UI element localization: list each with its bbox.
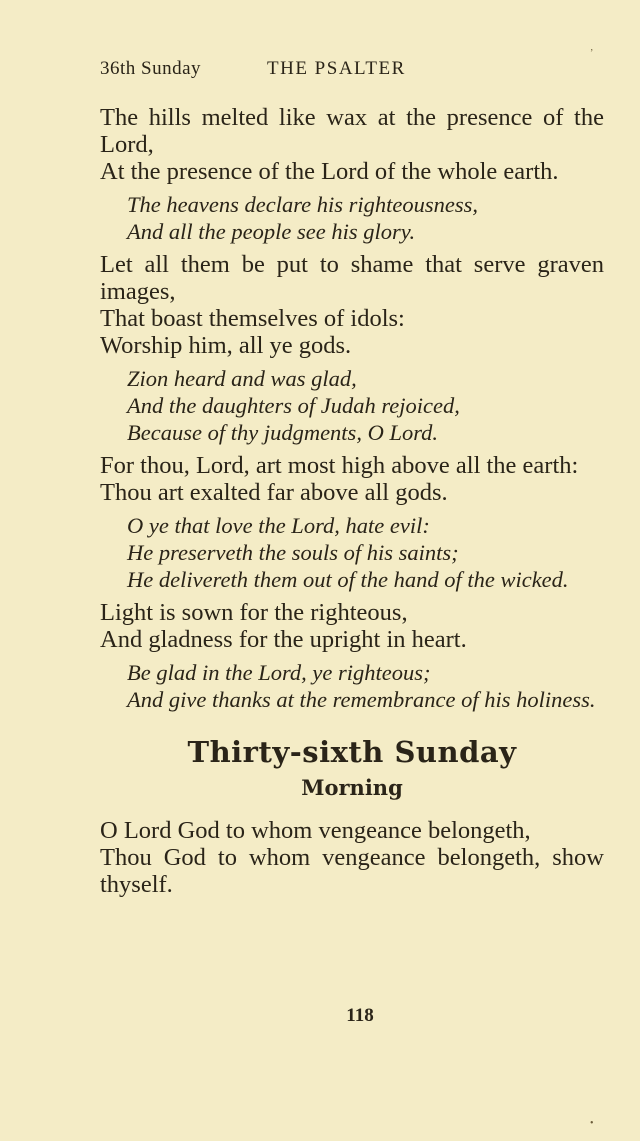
response-line: And give thanks at the remembrance of his holiness. [127,687,596,712]
section-title: Thirty-sixth Sunday [187,735,517,769]
verse-line: And gladness for the upright in heart. [100,626,467,653]
verse-line: For thou, Lord, art most high above all the earth: [100,452,579,479]
running-header [100,58,600,88]
verse-line: Light is sown for the righteous, [100,599,408,626]
page-number: 118 [346,1005,374,1026]
verse-line: Thou art exalted far above all gods. [100,479,448,506]
section-subtitle: Morning [301,775,403,800]
psalm-body [100,104,604,898]
response-line: And the daughters of Judah rejoiced, [127,393,460,418]
response-line: Because of thy judgments, O Lord. [127,420,439,445]
response-line: He delivereth them out of the hand of the wicked. [127,567,569,592]
response-line: He preserveth the souls of his saints; [127,540,459,565]
verse-line: The hills melted like wax at the presence of the Lord, [100,104,604,158]
response-line: O ye that love the Lord, hate evil: [127,513,430,538]
response-line: Zion heard and was glad, [127,366,357,391]
running-head-left: 36th Sunday [100,58,202,79]
verse-line: Let all them be put to shame that serve graven images, [100,251,604,305]
response-line: The heavens declare his righteousness, [127,192,478,217]
verse-line: O Lord God to whom vengeance belongeth, [100,817,531,844]
running-head-title: THE PSALTER [267,58,406,79]
response-line: And all the people see his glory. [127,219,416,244]
verse-line: At the presence of the Lord of the whole earth. [100,158,559,185]
verse-line: Worship him, all ye gods. [100,332,352,359]
ink-speck: • [590,1118,594,1129]
verse-line: That boast themselves of idols: [100,305,405,332]
response-line: Be glad in the Lord, ye righteous; [127,660,431,685]
verse-line: Thou God to whom vengeance belongeth, show thyself. [100,844,604,898]
ink-speck: ʼ [590,48,594,59]
